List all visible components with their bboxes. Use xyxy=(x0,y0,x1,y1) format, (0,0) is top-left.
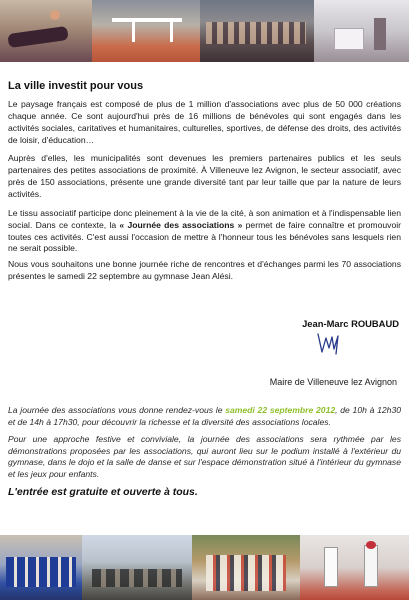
event-date: samedi 22 septembre 2012 xyxy=(225,405,336,415)
bottom-photo-strip xyxy=(0,535,409,600)
paragraph xyxy=(8,208,401,255)
photo-sports-team xyxy=(0,535,82,600)
photo-running-track xyxy=(92,0,200,62)
article xyxy=(8,80,401,290)
event-date-paragraph xyxy=(8,405,401,429)
paragraph-text: , de 10h à 12h30 et de 14h à 17h30, pour découvrir la richesse et la diversité des associations locales. xyxy=(8,405,401,427)
demonstrations-paragraph: Pour une approche festive et conviviale, la journée des associations sera rythmée par les démonstrations proposées par les associations, qui auront lieu sur le podium installé à l'extérieur du gymnase, dans le dojo et la salle de danse et sur l'espace démonstration situé à l'intérieur du gymnase et les jeux pour enfants. xyxy=(8,433,401,480)
photo-folk-dancers xyxy=(192,535,300,600)
article-title: La ville investit pour vous xyxy=(8,80,144,92)
photo-gymnastics xyxy=(0,0,92,62)
paragraph-text: Le tissu associatif participe donc pleinement à la vie de la cité, à son animation et à l'indispensable lien social. Dans ce contexte, la xyxy=(8,207,401,230)
signer-name: Jean-Marc ROUBAUD xyxy=(302,318,399,329)
paragraph: Le paysage français est composé de plus de 1 million d'associations avec plus de 50 000 créations chaque année. Ce sont aujourd'hui près de 16 millions de bénévoles qui sont engagés dans les activités sociales, caritatives et humanitaires, culturelles, sportives, de défense des droits, des activités de loisir, d'éducation… xyxy=(8,99,401,145)
event-name: « Journée des associations » xyxy=(119,219,243,230)
photo-crowd xyxy=(200,0,314,62)
paragraph-text: permet de faire connaître et promouvoir toutes ces activités. C'est aussi l'occasion de mettre à l'honneur tous les bénévoles sans lesquels rien ne serait possible. xyxy=(8,219,402,254)
photo-martial-arts xyxy=(300,535,409,600)
photo-interior xyxy=(314,0,409,62)
free-entry-text: L'entrée est gratuite et ouverte à tous. xyxy=(8,486,198,499)
paragraph-text: La journée des associations vous donne rendez-vous le xyxy=(8,405,226,415)
photo-cyclists xyxy=(82,535,192,600)
paragraph: Nous vous souhaitons une bonne journée riche de rencontres et d'échanges parmi les 70 associations présentes le samedi 22 septembre au gymnase Jean Alési. xyxy=(8,259,401,282)
top-photo-strip xyxy=(0,0,409,62)
handwritten-signature xyxy=(312,330,346,358)
paragraph: Auprès d'elles, les municipalités sont devenues les premiers partenaires publics et les seuls partenaires des petites associations de proximité. À Villeneuve lez Avignon, le secteur associatif, avec près de 150 associations, présente une grande diversité tant par leur taille que par la nature de leurs activités. xyxy=(8,153,401,200)
event-info xyxy=(8,405,401,498)
signer-role: Maire de Villeneuve lez Avignon xyxy=(269,377,397,387)
